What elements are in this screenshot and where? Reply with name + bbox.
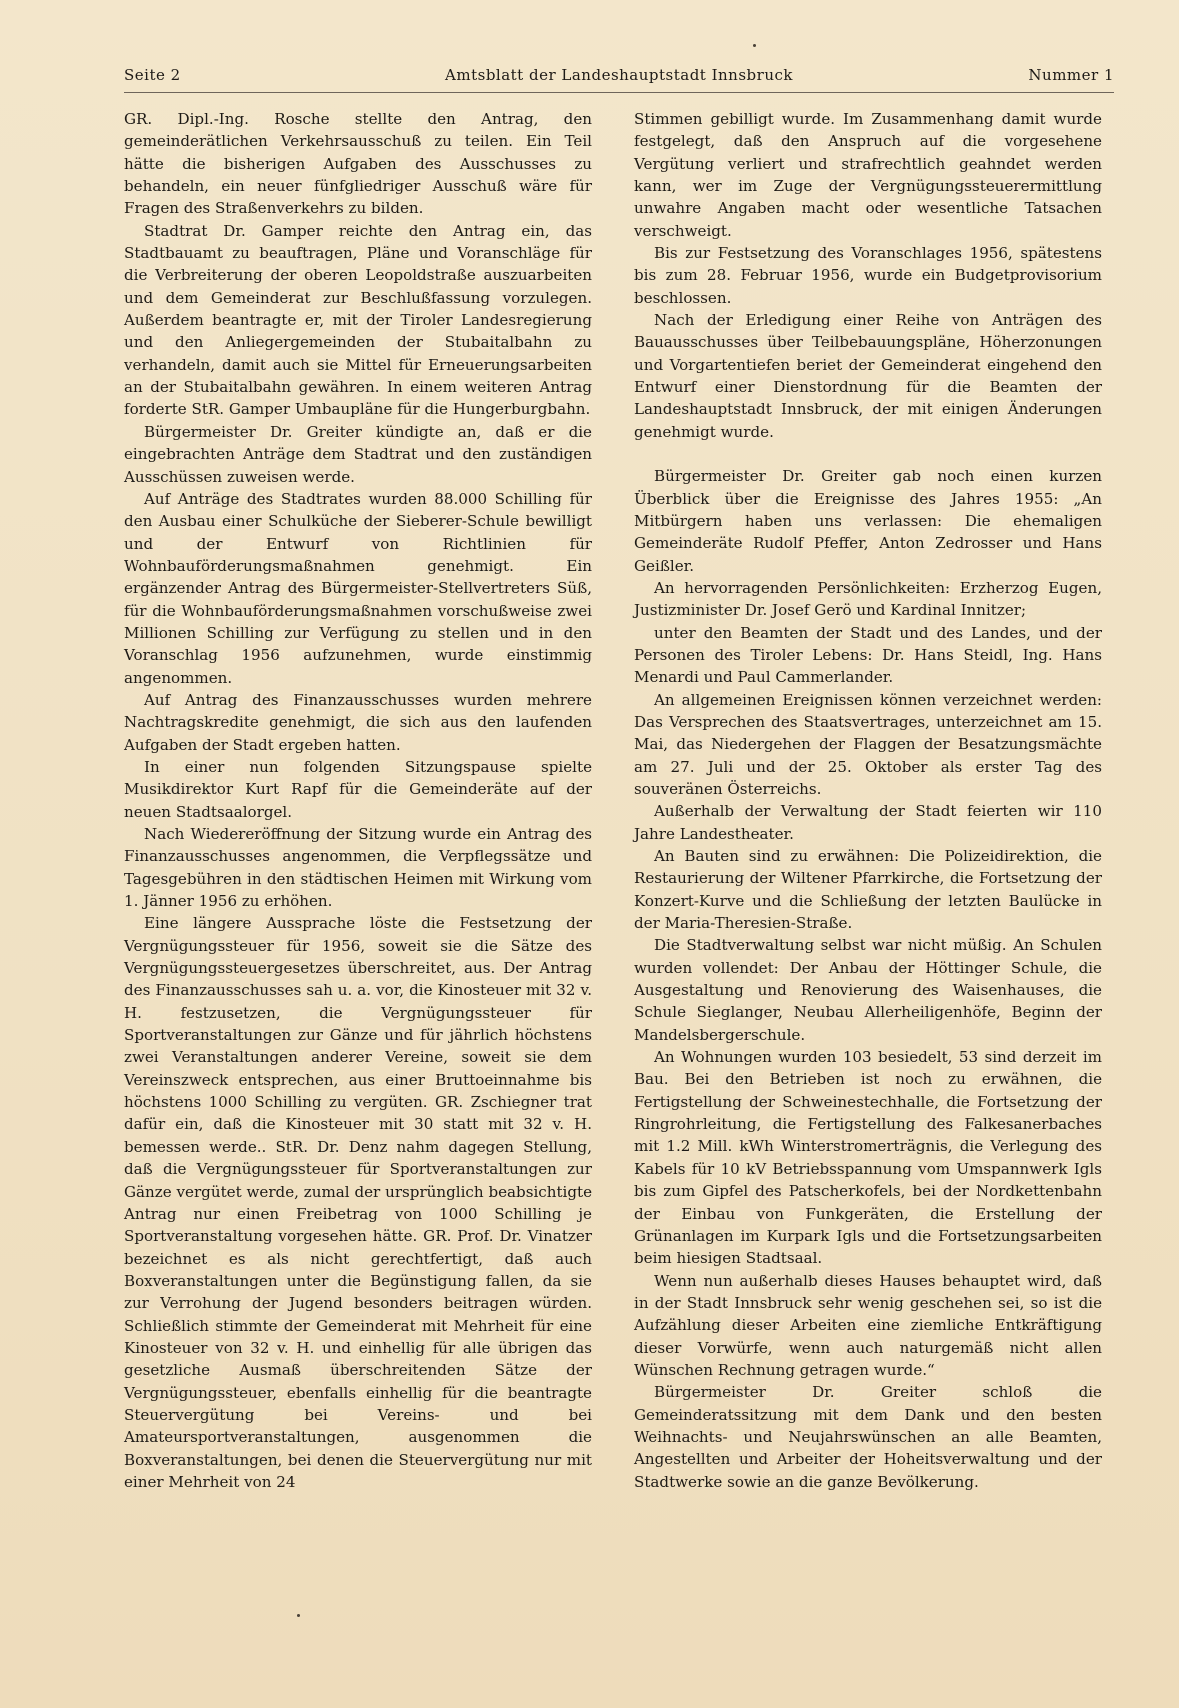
issue-number: Nummer 1 <box>1028 66 1114 84</box>
paragraph: Nach der Erledigung einer Reihe von Anträgen des Bauausschusses über Teilbebauungspläne, Höherzonungen und Vorgartentiefen beriet der Gemeinderat eingehend den Entwurf einer Dienstordnung für die Beamten der Landeshauptstadt Innsbruck, der mit einigen Änderungen genehmigt wurde. <box>634 311 1102 441</box>
paragraph: Stimmen gebilligt wurde. Im Zusammenhang damit wurde festgelegt, daß den Anspruch auf die vorgesehene Vergütung verliert und strafrechtlich geahndet werden kann, wer im Zuge der Vergnügungssteuerermittlung unwahre Angaben macht oder wesentliche Tatsachen verschweigt. <box>634 110 1102 240</box>
paragraph: GR. Dipl.-Ing. Rosche stellte den Antrag, den gemeinderätlichen Verkehrsausschuß zu teilen. Ein Teil hätte die bisherigen Aufgaben des Ausschusses zu behandeln, ein neuer fünfgliedriger Ausschuß wäre für Fragen des Straßenverkehrs zu bilden. <box>124 110 592 218</box>
paragraph: Außerhalb der Verwaltung der Stadt feierten wir 110 Jahre Landestheater. <box>634 802 1102 843</box>
paragraph: Bürgermeister Dr. Greiter gab noch einen kurzen Überblick über die Ereignisse des Jahres 1955: „An Mitbürgern haben uns verlassen: Die ehemaligen Gemeinderäte Rudolf Pfeffer, Anton Zedrosser und Hans Geißler. <box>634 467 1102 575</box>
left-column <box>124 108 592 1493</box>
paragraph: Auf Antrag des Finanzausschusses wurden mehrere Nachtragskredite genehmigt, die sich aus den laufenden Aufgaben der Stadt ergeben hatten. <box>124 690 592 754</box>
paragraph: An hervorragenden Persönlichkeiten: Erzherzog Eugen, Justizminister Dr. Josef Gerö und Kardinal Innitzer; <box>634 578 1102 620</box>
paragraph: Eine längere Aussprache löste die Festsetzung der Vergnügungssteuer für 1956, soweit sie die Sätze des Vergnügungssteuergesetzes überschreitet, aus. Der Antrag des Finanzausschusses sah u. a. vor, die Kinosteuer mit 32 v. H. festzusetzen, die Vergnügungssteuer für Sportveranstaltungen zur Gänze und für jährlich höchstens zwei Veranstaltungen anderer Vereine, soweit sie dem Vereinszweck entsprechen, aus einer Bruttoeinnahme bis höchstens 1000 Schilling zu vergüten. GR. Zschiegner trat dafür ein, daß die Kinosteuer mit 30 statt mit 32 v. H. bemessen werde.. StR. Dr. Denz nahm dagegen Stellung, daß die Vergnügungssteuer für Sportveranstaltungen zur Gänze vergütet werde, zumal der ursprünglich beabsichtigte Antrag nur einen Freibetrag von 1000 Schilling je Sportveranstaltung vorgesehen hätte. GR. Prof. Dr. Vinatzer bezeichnet es als nicht gerechtfertigt, daß auch Boxveranstaltungen unter die Begünstigung fallen, da sie zur Verrohung der Jugend besonders beitragen würden. Schließlich stimmte der Gemeinderat mit Mehrheit für eine Kinosteuer von 32 v. H. und einhellig für alle übrigen das gesetzliche Ausmaß überschreitenden Sätze der Vergnügungssteuer, ebenfalls einhellig für die beantragte Steuervergütung bei Vereins- und bei Amateursportveranstaltungen, ausgenommen die Boxveranstaltungen, bei denen die Steuervergütung nur mit einer Mehrheit von 24 <box>124 914 592 1491</box>
page-header <box>124 66 1114 90</box>
header-rule <box>124 92 1114 93</box>
paragraph: In einer nun folgenden Sitzungspause spielte Musikdirektor Kurt Rapf für die Gemeinderäte auf der neuen Stadtsaalorgel. <box>124 757 592 821</box>
paragraph: Stadtrat Dr. Gamper reichte den Antrag ein, das Stadtbauamt zu beauftragen, Pläne und Voranschläge für die Verbreiterung der oberen Leopoldstraße auszuarbeiten und dem Gemeinderat zur Beschlußfassung vorzulegen. Außerdem beantragte er, mit der Tiroler Landesregierung und den Anliegergemeinden der Stubaitalbahn zu verhandeln, damit auch sie Mittel für Erneuerungsarbeiten an der Stubaitalbahn gewähren. In einem weiteren Antrag forderte StR. Gamper Umbaupläne für die Hungerburgbahn. <box>124 221 592 419</box>
paragraph: An Wohnungen wurden 103 besiedelt, 53 sind derzeit im Bau. Bei den Betrieben ist noch zu erwähnen, die Fertigstellung der Schweinestechhalle, die Fortsetzung der Ringrohrleitung, die Fertigstellung des Falkesanerbaches mit 1.2 Mill. kWh Winterstromerträgnis, die Verlegung des Kabels für 10 kV Betriebsspannung vom Umspannwerk Igls bis zum Gipfel des Patscherkofels, bei der Nordkettenbahn der Einbau von Funkgeräten, die Erstellung der Grünanlagen im Kurpark Igls und die Fortsetzungsarbeiten beim hiesigen Stadtsaal. <box>634 1048 1102 1268</box>
print-speck <box>297 1614 300 1617</box>
paragraph: Bürgermeister Dr. Greiter kündigte an, daß er die eingebrachten Anträge dem Stadtrat und den zuständigen Ausschüssen zuweisen werde. <box>124 422 592 486</box>
publication-title: Amtsblatt der Landeshauptstadt Innsbruck <box>445 66 793 84</box>
paragraph: Nach Wiedereröffnung der Sitzung wurde ein Antrag des Finanzausschusses angenommen, die Verpflegssätze und Tagesgebühren in den städtischen Heimen mit Wirkung vom 1. Jänner 1956 zu erhöhen. <box>124 825 592 911</box>
paragraph: Wenn nun außerhalb dieses Hauses behauptet wird, daß in der Stadt Innsbruck sehr wenig geschehen sei, so ist die Aufzählung dieser Arbeiten eine ziemliche Entkräftigung dieser Vorwürfe, wenn auch naturgemäß nicht allen Wünschen Rechnung getragen wurde.“ <box>634 1271 1102 1379</box>
print-speck <box>753 44 756 47</box>
paragraph: unter den Beamten der Stadt und des Landes, und der Personen des Tiroler Lebens: Dr. Hans Steidl, Ing. Hans Menardi und Paul Cammerlander. <box>634 623 1102 687</box>
page-number: Seite 2 <box>124 66 181 84</box>
paragraph: An Bauten sind zu erwähnen: Die Polizeidirektion, die Restaurierung der Wiltener Pfarrkirche, die Fortsetzung der Konzert-Kurve und die Schließung der letzten Baulücke in der Maria-Theresien-Straße. <box>634 847 1102 933</box>
paragraph: Die Stadtverwaltung selbst war nicht müßig. An Schulen wurden vollendet: Der Anbau der Höttinger Schule, die Ausgestaltung und Renovierung des Waisenhauses, die Schule Sieglanger, Neubau Allerheiligenhöfe, Beginn der Mandelsbergerschule. <box>634 936 1102 1044</box>
paragraph: An allgemeinen Ereignissen können verzeichnet werden: Das Versprechen des Staatsvertrages, unterzeichnet am 15. Mai, das Niedergehen der Flaggen der Besatzungsmächte am 27. Juli und der 25. Oktober als erster Tag des souveränen Österreichs. <box>634 690 1102 798</box>
right-column <box>634 108 1102 1493</box>
paragraph: Bis zur Festsetzung des Voranschlages 1956, spätestens bis zum 28. Februar 1956, wurde ein Budgetprovisorium beschlossen. <box>634 244 1102 307</box>
paragraph: Bürgermeister Dr. Greiter schloß die Gemeinderatssitzung mit dem Dank und den besten Weihnachts- und Neujahrswünschen an alle Beamten, Angestellten und Arbeiter der Hoheitsverwaltung und der Stadtwerke sowie an die ganze Bevölkerung. <box>634 1383 1102 1491</box>
paragraph: Auf Anträge des Stadtrates wurden 88.000 Schilling für den Ausbau einer Schulküche der Sieberer-Schule bewilligt und der Entwurf von Richtlinien für Wohnbauförderungsmaßnahmen genehmigt. Ein ergänzender Antrag des Bürgermeister-Stellvertreters Süß, für die Wohnbauförderungsmaßnahmen vorschußweise zwei Millionen Schilling zur Verfügung zu stellen und in den Voranschlag 1956 aufzunehmen, wurde einstimmig angenommen. <box>124 489 592 687</box>
